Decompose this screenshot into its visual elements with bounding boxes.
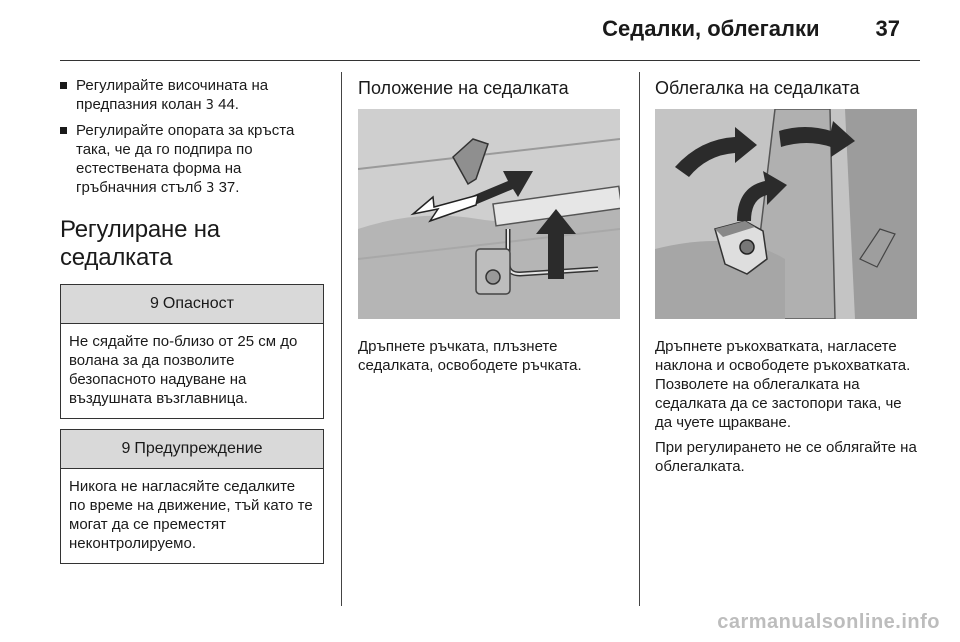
cross-reference-icon: 3: [205, 98, 214, 113]
illustration-caption: Дръпнете ръкохватката, нагласете наклона и освободете ръкохватката. Позволете на облегалката на седалката да се застопори така, че да чуете щракване. При регулирането не се облягайте на облегалката.: [655, 338, 917, 475]
warning-box-title: Предупреждение: [134, 440, 263, 457]
warning-box: [60, 429, 324, 564]
warning-triangle-icon: 9: [150, 295, 159, 312]
list-item: Регулирайте опората за кръста така, че да го подпира по естествената форма на гръбначния стълб 3 37.: [60, 121, 324, 198]
danger-box-body: Не сядайте по-близо от 25 см до волана за да позволите безопасното надуване на въздушната възглавница.: [69, 333, 298, 407]
page-number: 37: [875, 16, 900, 41]
cross-reference[interactable]: 37.: [218, 179, 240, 196]
column-3: [655, 76, 920, 482]
header-rule: [60, 60, 920, 61]
page-header: [602, 16, 900, 42]
list-item: Регулирайте височината на предпазния колан 3 44.: [60, 76, 324, 115]
column-divider: [341, 72, 342, 606]
bullet-list: [60, 76, 324, 198]
subsection-heading: Облегалка на седалката: [655, 78, 860, 98]
page-title: Седалки, облегалки: [602, 16, 820, 41]
seat-position-illustration: [358, 109, 620, 319]
warning-box-header: [61, 430, 323, 469]
danger-box-header: [61, 285, 323, 324]
warning-box-body: Никога не нагласяйте седалките по време на движение, тъй като те могат да се преместят неконтролируемо.: [69, 478, 313, 552]
column-divider: [639, 72, 640, 606]
subsection-heading: Положение на седалката: [358, 78, 569, 98]
cross-reference[interactable]: 44.: [218, 96, 239, 113]
warning-triangle-icon: 9: [121, 440, 131, 457]
section-heading: Регулиране на седалката: [60, 216, 220, 271]
cross-reference-icon: 3: [206, 181, 215, 196]
seatback-illustration: [655, 109, 917, 319]
illustration-caption: Дръпнете ръчката, плъзнете седалката, освободете ръчката.: [358, 338, 582, 374]
danger-box-title: Опасност: [162, 295, 234, 312]
column-1: [60, 76, 324, 574]
column-2: [358, 76, 620, 381]
watermark: carmanualsonline.info: [717, 611, 940, 633]
danger-box: [60, 284, 324, 419]
